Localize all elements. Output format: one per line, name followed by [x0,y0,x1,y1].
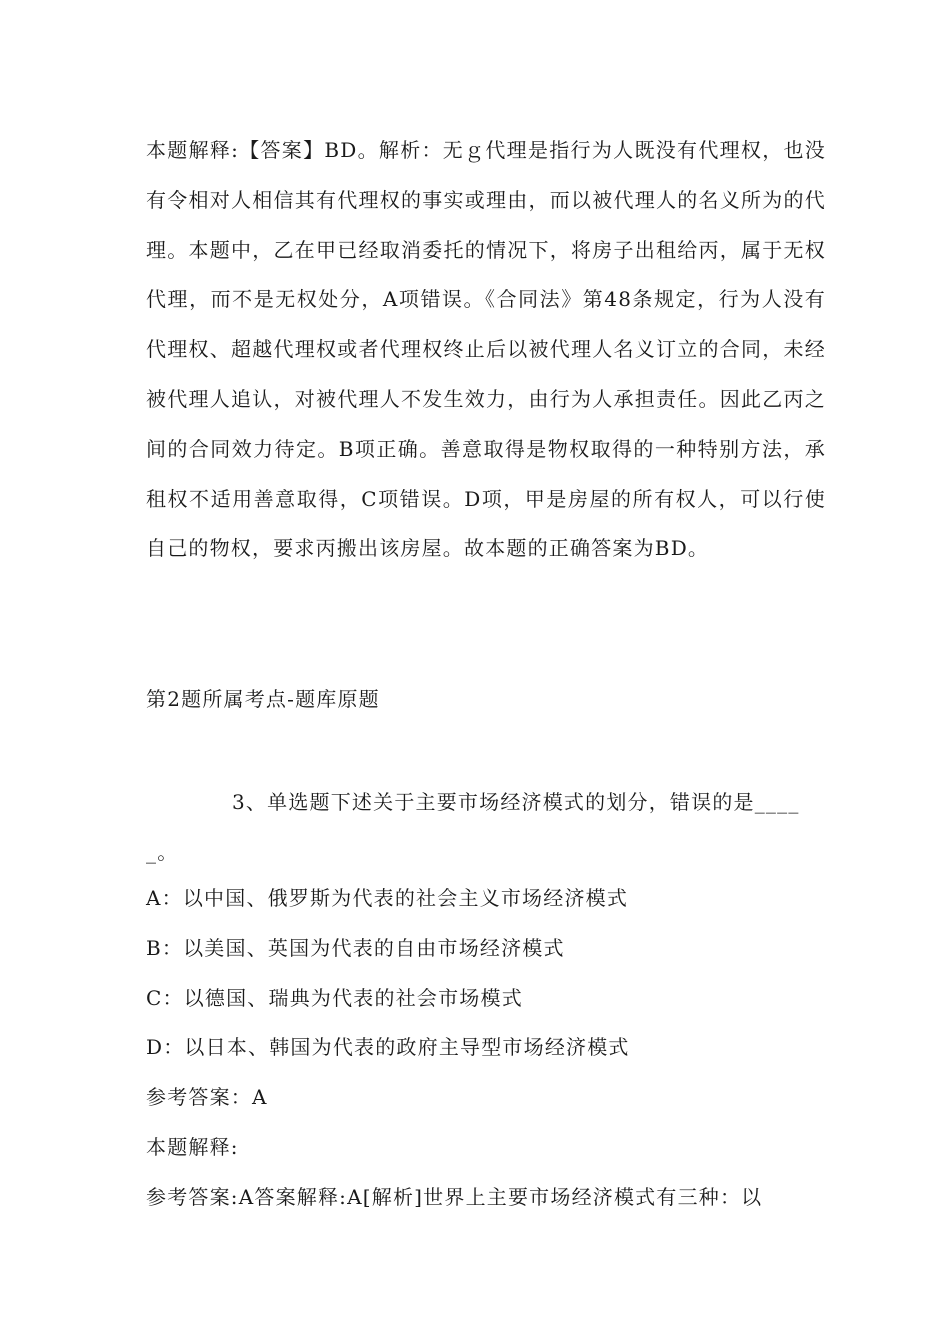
topic-line-q2: 第2题所属考点-题库原题 [146,687,380,711]
option-a: A：以中国、俄罗斯为代表的社会主义市场经济模式 [146,886,629,910]
explanation-text-q3: 参考答案:A答案解释:A[解析]世界上主要市场经济模式有三种：以 [146,1185,763,1209]
option-b: B：以美国、英国为代表的自由市场经济模式 [146,936,565,960]
question-stem-3: 3、单选题下述关于主要市场经济模式的划分，错误的是_____。 [146,790,800,864]
explanation-paragraph-q2 [146,126,826,574]
explanation-text: 【答案】BD。解析：无ｇ代理是指行为人既没有代理权，也没有令相对人相信其有代理权的事实或理由，而以被代理人的名义所为的代理。本题中，乙在甲已经取消委托的情况下，将房子出租给丙，属于无权代理，而不是无权处分，A项错误。《合同法》第48条规定，行为人没有代理权、超越代理权或者代理权终止后以被代理人名义订立的合同，未经被代理人追认，对被代理人不发生效力，由行为人承担责任。因此乙丙之间的合同效力待定。B项正确。善意取得是物权取得的一种特别方法，承租权不适用善意取得，C项错误。D项，甲是房屋的所有权人，可以行使自己的物权，要求丙搬出该房屋。故本题的正确答案为BD。 [146,138,826,561]
explanation-label: 本题解释: [146,138,240,162]
option-d: D：以日本、韩国为代表的政府主导型市场经济模式 [146,1035,630,1059]
option-c: C：以德国、瑞典为代表的社会市场模式 [146,986,523,1010]
reference-answer: 参考答案：A [146,1085,268,1109]
explanation-label-q3: 本题解释: [146,1135,239,1159]
